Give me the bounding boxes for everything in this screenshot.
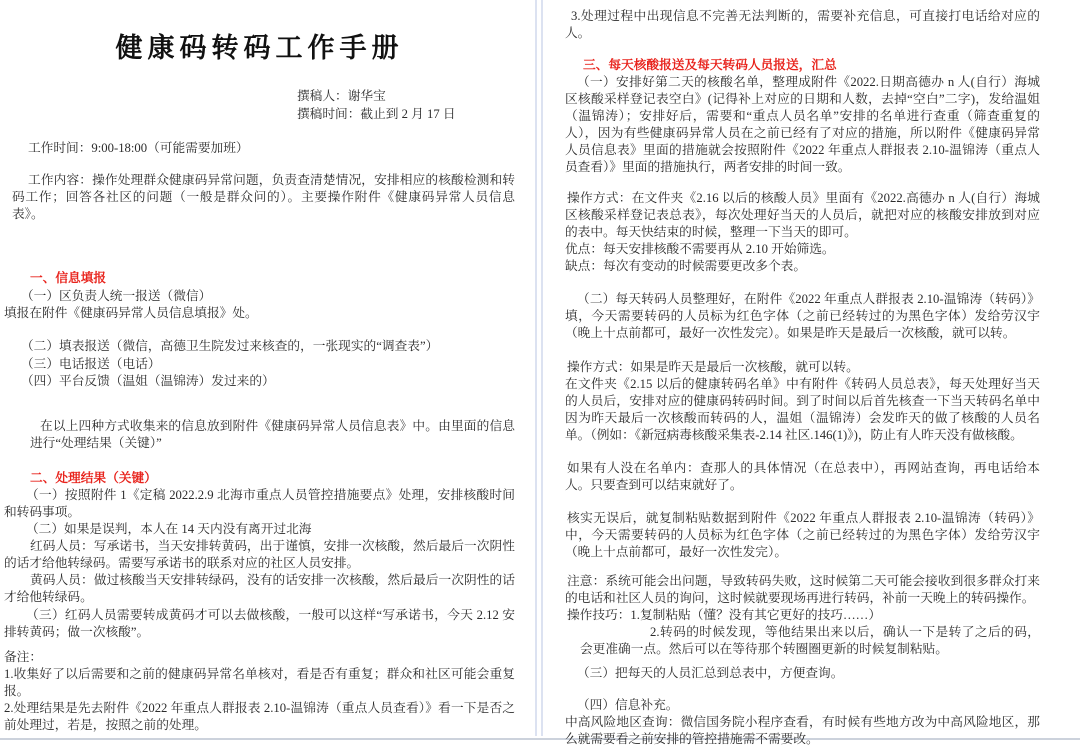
- paragraph: 核实无误后，就复制粘贴数据到附件《2022 年重点人群报表 2.10-温锦涛（转码）》中，今天需要转码的人员标为红色字体（之前已经转过的为黑色字体）发给劳汉宇（晚上十点前都可，最好一次性发完）。: [565, 511, 1040, 559]
- paragraph: （三）电话报送（电话）: [21, 357, 161, 371]
- byline-date: 撰稿时间：截止到 2 月 17 日: [297, 106, 456, 121]
- paragraph-advantage: 优点：每天安排核酸不需要再从 2.10 开始筛选。: [565, 242, 835, 256]
- paragraph: （一）区负责人统一报送（微信）: [21, 289, 212, 303]
- paragraph: （三）把每天的人员汇总到总表中，方便查询。: [577, 666, 844, 680]
- paragraph: （四）信息补充。: [577, 698, 679, 712]
- paragraph-note-3: 3.处理过程中出现信息不完善无法判断的，需要补充信息，可直接打电话给对应的人。: [565, 9, 1040, 40]
- paragraph: （二）填表报送（微信，高德卫生院发过来核查的，一张现实的“调查表”）: [21, 339, 439, 353]
- paragraph: （一）安排好第二天的核酸名单，整理成附件《2022.日期高德办 n 人(自行）海城区核酸采样登记表空白》(记得补上对应的日期和人数，去掉“空白”二字)，发给温姐（温锦涛）；安排好后，需要和“重点人员名单”安排的名单进行查重（筛查重复的人），因为有些健康码异常人员在之前已经有了对应的措施，所以附件《健康码异常人员信息表》里面的措施就会按照附件《2022 年重点人群报表 2.10-温锦涛（重点人员查看）》里面的措施执行，两者安排的时间一致。: [565, 75, 1040, 174]
- page-left: [0, 0, 537, 736]
- page-right: [541, 0, 1080, 746]
- paragraph-risk-area-query: 中高风险地区查询：微信国务院小程序查看，有时候有些地方改为中高风险地区，那么就需要看之前安排的管控措施需不需要改。: [565, 715, 1040, 746]
- paragraph: 在以上四种方式收集来的信息放到附件《健康码异常人员信息表》中。由里面的信息进行“处理结果（关键）”: [30, 419, 515, 450]
- paragraph: 在文件夹《2.15 以后的健康转码名单》中有附件《转码人员总表》，每天处理好当天的人员后，安排对应的健康码转码时间。到了时间以后首先核查一下当天转码名单中因为昨天最后一次核酸而转码的人，温姐（温锦涛）会发昨天的做了核酸的人员名单。（例如：《新冠病毒核酸采集表-2.14 社区.146(1)》)，防止有人昨天没有做核酸。: [565, 377, 1040, 442]
- paragraph-note-1: 1.收集好了以后需要和之前的健康码异常名单核对，看是否有重复；群众和社区可能会重复报。: [4, 667, 515, 698]
- paragraph: （一）按照附件 1《定稿 2022.2.9 北海市重点人员管控措施要点》处理，安排核酸时间和转码事项。: [4, 488, 515, 519]
- paragraph-operation-method: 操作方式：在文件夹《2.16 以后的核酸人员》里面有《2022.高德办 n 人(自行）海城区核酸采样登记表总表》，每次处理好当天的人员后，就把对应的核酸安排放到对应的表中。每天快结束的时候，整理一下当天的即可。: [565, 191, 1040, 239]
- section-heading-1: 一、信息填报: [30, 271, 107, 285]
- paragraph-disadvantage: 缺点：每次有变动的时候需要更改多个表。: [565, 259, 807, 273]
- byline-block: [297, 88, 515, 123]
- paragraph: 填报在附件《健康码异常人员信息填报》处。: [4, 306, 258, 320]
- section-heading-3: 三、每天核酸报送及每天转码人员报送，汇总: [583, 58, 837, 72]
- paragraph: 如果有人没在名单内：查那人的具体情况（在总表中），再网站查询，再电话给本人。只要查到可以结束就好了。: [565, 461, 1040, 492]
- paragraph-red-code-person: 红码人员：写承诺书，当天安排转黄码，出于谨慎，安排一次核酸，然后最后一次阴性的话才给他转绿码。需要写承诺书的联系对应的社区人员安排。: [4, 539, 515, 570]
- document-title: 健康码转码工作手册: [115, 33, 404, 63]
- paragraph-notes-label: 备注：: [4, 650, 43, 664]
- paragraph-work-hours: 工作时间：9:00-18:00（可能需要加班）: [28, 141, 249, 155]
- paragraph-tips-2: 2.转码的时候发现，等他结果出来以后，确认一下是转了之后的码，会更准确一点。然后可以在等待那个转圈圈更新的时候复制粘贴。: [580, 625, 1040, 656]
- paragraph-yellow-code-person: 黄码人员：做过核酸当天安排转绿码，没有的话安排一次核酸，然后最后一次阴性的话才给他转绿码。: [4, 573, 515, 604]
- paragraph: （四）平台反馈（温姐（温锦涛）发过来的）: [21, 374, 275, 388]
- byline-author: 撰稿人：谢华宝: [297, 89, 386, 103]
- paragraph-note-2: 2.处理结果是先去附件《2022 年重点人群报表 2.10-温锦涛（重点人员查看）》看一下是否之前处理过，若是，按照之前的处理。: [4, 701, 515, 732]
- paragraph: （二）如果是误判，本人在 14 天内没有离开过北海: [26, 522, 312, 536]
- paragraph-work-content: 工作内容：操作处理群众健康码异常问题，负责查清楚情况，安排相应的核酸检测和转码工作；回答各社区的问题（一般是群众问的）。主要操作附件《健康码异常人员信息表》。: [12, 173, 515, 221]
- paragraph-tips: 操作技巧：1.复制粘贴（懂？没有其它更好的技巧……）: [567, 608, 882, 622]
- paragraph: （三）红码人员需要转成黄码才可以去做核酸，一般可以这样“写承诺书，今天 2.12 安排转黄码；做一次核酸”。: [4, 608, 515, 639]
- section-heading-2: 二、处理结果（关键）: [30, 471, 157, 485]
- paragraph: （二）每天转码人员整理好，在附件《2022 年重点人群报表 2.10-温锦涛（转码）》填，今天需要转码的人员标为红色字体（之前已经转过的为黑色字体）发给劳汉宇（晚上十点前都可，最好一次性发完）。如果是昨天是最后一次核酸，就可以转。: [565, 292, 1040, 340]
- paragraph-notice: 注意：系统可能会出问题，导致转码失败，这时候第二天可能会接收到很多群众打来的电话和社区人员的询问，这时候就要现场再进行转码，补前一天晚上的转码操作。: [565, 574, 1040, 605]
- paragraph-operation-method: 操作方式：如果是昨天是最后一次核酸，就可以转。: [567, 360, 859, 374]
